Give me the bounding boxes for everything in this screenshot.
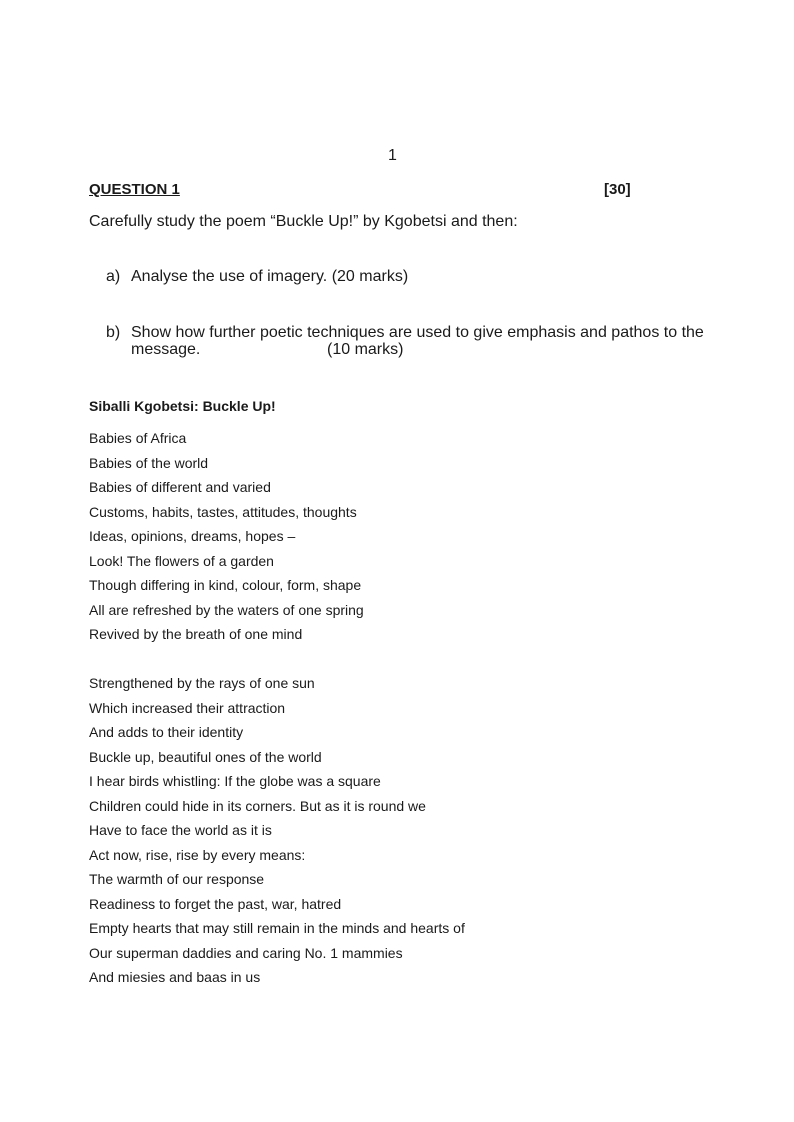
total-marks: [30] [604, 181, 631, 198]
poem-stanza [89, 426, 465, 647]
question-intro: Carefully study the poem “Buckle Up!” by Kgobetsi and then: [89, 213, 518, 230]
poem-line: Children could hide in its corners. But as it is round we [89, 797, 426, 814]
item-a-text: Analyse the use of imagery. (20 marks) [131, 268, 409, 285]
poem-line: Readiness to forget the past, war, hatred [89, 895, 342, 912]
poem-line: Which increased their attraction [89, 699, 286, 716]
poem-line: Have to face the world as it is [89, 822, 272, 838]
item-b-marks: (10 marks) [327, 341, 404, 358]
poem-line: Babies of different and varied [89, 479, 271, 495]
poem-line: The warmth of our response [89, 871, 265, 887]
poem-line: Ideas, opinions, dreams, hopes – [89, 528, 296, 544]
poem-line: Strengthened by the rays of one sun [89, 675, 315, 691]
poem-body [89, 426, 465, 1014]
poem-line: I hear birds whistling: If the globe was a square [89, 773, 381, 789]
poem-line: Babies of the world [89, 454, 209, 471]
poem-line: Though differing in kind, colour, form, shape [89, 577, 362, 593]
poem-line: Act now, rise, rise by every means: [89, 846, 306, 863]
item-b-text: Show how further poetic techniques are used to give emphasis and pathos to the [131, 324, 704, 341]
question-heading: QUESTION 1 [89, 181, 180, 198]
item-a-label: a) [106, 268, 121, 285]
item-b-text-continued: message. [131, 341, 201, 358]
page-number: 1 [388, 147, 397, 164]
poem-line: Empty hearts that may still remain in the minds and hearts of [89, 920, 465, 936]
item-b-label: b) [106, 324, 121, 341]
poem-line: Look! The flowers of a garden [89, 552, 274, 569]
poem-title: Siballi Kgobetsi: Buckle Up! [89, 398, 276, 414]
poem-line: Customs, habits, tastes, attitudes, thoughts [89, 503, 357, 520]
poem-line: And adds to their identity [89, 724, 244, 740]
poem-line: Revived by the breath of one mind [89, 626, 303, 642]
poem-line: Our superman daddies and caring No. 1 mammies [89, 944, 403, 961]
poem-line: Buckle up, beautiful ones of the world [89, 748, 322, 765]
poem-stanza [89, 671, 465, 990]
poem-line: And miesies and baas in us [89, 969, 261, 985]
poem-line: Babies of Africa [89, 430, 187, 446]
poem-line: All are refreshed by the waters of one spring [89, 601, 364, 618]
